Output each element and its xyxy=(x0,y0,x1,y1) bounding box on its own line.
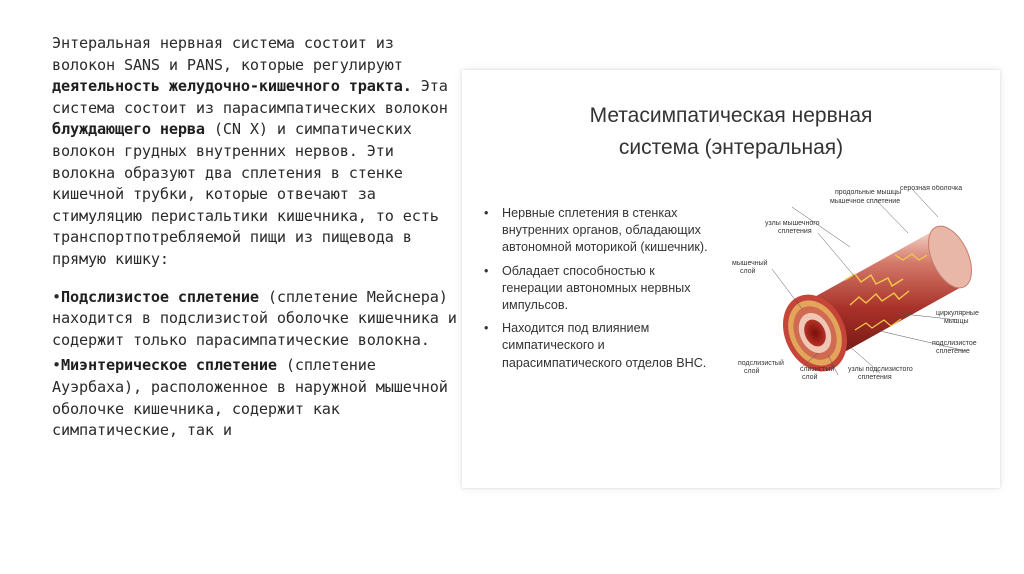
bullet-dot: • xyxy=(52,356,61,375)
panel-title xyxy=(462,100,1000,164)
label-circular-2: мышцы xyxy=(944,318,969,325)
label-submucosa-2: слой xyxy=(744,368,760,375)
panel-title-line-1: Метасимпатическая нервная xyxy=(589,104,873,127)
label-serous: серозная оболочка xyxy=(900,185,963,192)
bullet-dot: • xyxy=(52,287,61,306)
label-submucosa-1: подслизистый xyxy=(738,360,784,367)
label-muscular-nodes-1: узлы мышечного xyxy=(765,220,820,227)
panel-bullet-item: • Обладает способностью к генерации автономных нервных импульсов. xyxy=(482,263,714,315)
label-longitudinal: продольные мышцы xyxy=(835,189,902,196)
panel-bullet-item: • Находится под влиянием симпатического и парасимпатического отделов ВНС. xyxy=(482,320,714,372)
intro-text-2: Эта система состоит из парасимпатических волокон xyxy=(52,77,448,117)
intestine-tube xyxy=(771,219,980,381)
myenteric-plexus-desc: (сплетение Ауэрбаха), расположенное в наружной мышечной оболочке кишечника, содержит как симпатические, так и xyxy=(52,356,448,440)
submucous-plexus-term: Подслизистое сплетение xyxy=(61,287,259,306)
intro-text-3: (CN X) и симпатических волокон грудных внутренних нервов. Эти волокна образуют два сплетения в стенке кишечной трубки, которые отвечают за стимуляцию перистальтики кишечника, то есть транспортпотребляемой пищи из пищевода в прямую кишку: xyxy=(52,120,439,268)
label-circular-1: циркулярные xyxy=(936,310,979,317)
label-muscle-layer-2: слой xyxy=(740,268,756,275)
slide-panel xyxy=(462,70,1000,488)
panel-title-line-2: система (энтеральная) xyxy=(618,136,844,159)
myenteric-plexus-item xyxy=(52,355,462,441)
label-submucous-nodes-1: узлы подслизистого xyxy=(848,366,913,373)
intro-bold-gi-tract: деятельность желудочно-кишечного тракта. xyxy=(52,77,412,96)
intro-text-1: Энтеральная нервная система состоит из волокон SANS и PANS, которые регулируют xyxy=(52,34,403,74)
label-submucous-plexus-1: подслизистое xyxy=(932,340,977,347)
panel-bullet-list xyxy=(482,205,714,378)
label-submucous-nodes-2: сплетения xyxy=(858,374,892,381)
label-mucosa-2: слой xyxy=(802,374,818,381)
left-text-block xyxy=(52,33,462,442)
label-muscle-layer-1: мышечный xyxy=(732,260,768,267)
label-muscular-plexus: мышечное сплетение xyxy=(830,198,901,205)
submucous-plexus-item xyxy=(52,287,462,352)
submucous-plexus-desc: (сплетение Мейснера) находится в подслизистой оболочке кишечника и содержит только парасимпатические волокна. xyxy=(52,287,457,349)
intro-paragraph xyxy=(52,33,462,271)
label-submucous-plexus-2: сплетение xyxy=(936,348,970,355)
myenteric-plexus-term: Миэнтерическое сплетение xyxy=(61,356,277,375)
label-mucosa-1: слизистый xyxy=(800,366,835,373)
label-muscular-nodes-2: сплетения xyxy=(778,228,812,235)
panel-bullet-item: • Нервные сплетения в стенках внутренних органов, обладающих автономной моторикой (кишечник). xyxy=(482,205,714,257)
intestine-wall-diagram xyxy=(730,185,990,385)
intro-bold-vagus: блуждающего нерва xyxy=(52,120,205,139)
